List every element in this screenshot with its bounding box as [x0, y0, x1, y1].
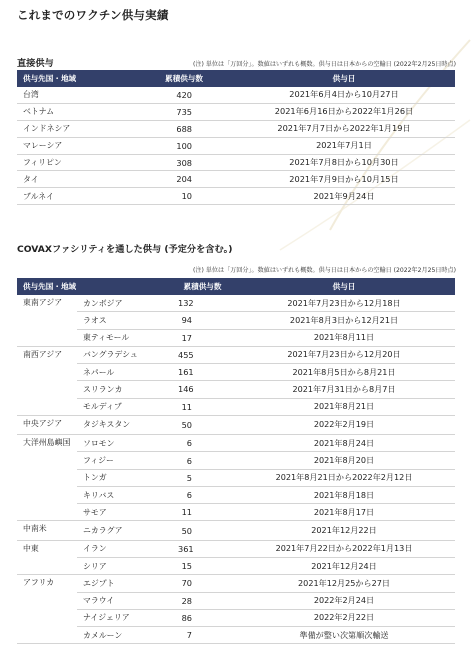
count-cell: 204 — [135, 171, 233, 188]
count-cell: 50 — [172, 521, 233, 540]
count-cell: 361 — [172, 540, 233, 557]
direct-table-body — [17, 87, 455, 205]
date-cell: 2022年2月24日 — [233, 592, 455, 609]
table-row — [17, 120, 455, 137]
date-cell: 2021年9月24日 — [233, 188, 455, 205]
date-cell: 2021年7月8日から10月30日 — [233, 154, 455, 171]
country-cell: カンボジア — [77, 295, 172, 312]
table-row — [17, 609, 455, 626]
country-cell: ニカラグア — [77, 521, 172, 540]
count-cell: 11 — [172, 398, 233, 415]
date-cell: 2021年8月18日 — [233, 486, 455, 503]
table-row — [17, 381, 455, 398]
table-row — [17, 312, 455, 329]
section-title-direct: 直接供与 — [17, 58, 54, 69]
country-cell: モルディブ — [77, 398, 172, 415]
section-note-direct: (注) 単位は「万回分」。数値はいずれも概数。供与日は日本からの空輸日 (2022年2月25日時点) — [193, 61, 456, 68]
date-cell: 2021年12月25から27日 — [233, 575, 455, 592]
count-cell: 28 — [172, 592, 233, 609]
count-cell: 146 — [172, 381, 233, 398]
date-cell: 2021年7月22日から2022年1月13日 — [233, 540, 455, 557]
table-header-row — [17, 278, 455, 295]
table-row — [17, 415, 455, 434]
date-cell: 2021年8月17日 — [233, 504, 455, 521]
country-cell: バングラデシュ — [77, 346, 172, 363]
count-cell: 6 — [172, 486, 233, 503]
region-cell: アフリカ — [17, 575, 77, 644]
count-cell: 420 — [135, 87, 233, 103]
country-cell: ナイジェリア — [77, 609, 172, 626]
country-cell: ソロモン — [77, 435, 172, 452]
country-cell: マレーシア — [17, 137, 135, 154]
date-cell: 2021年8月24日 — [233, 435, 455, 452]
country-cell: マラウイ — [77, 592, 172, 609]
header-country: 供与先国・地域 — [17, 70, 135, 87]
count-cell: 6 — [172, 452, 233, 469]
country-cell: エジプト — [77, 575, 172, 592]
table-row — [17, 592, 455, 609]
table-row — [17, 435, 455, 452]
covax-table-body — [17, 295, 455, 644]
country-cell: 東ティモール — [77, 329, 172, 346]
count-cell: 50 — [172, 415, 233, 434]
section-title-covax: COVAXファシリティを通した供与 (予定分を含む。) — [17, 244, 233, 255]
section-note-covax: (注) 単位は「万回分」。数値はいずれも概数。供与日は日本からの空輸日 (2022年2月25日時点) — [193, 267, 456, 274]
country-cell: サモア — [77, 504, 172, 521]
region-cell: 大洋州島嶼国 — [17, 435, 77, 521]
date-cell: 2021年8月11日 — [233, 329, 455, 346]
table-row — [17, 486, 455, 503]
table-row — [17, 87, 455, 103]
table-row — [17, 329, 455, 346]
direct-supply-table — [17, 70, 455, 205]
table-row — [17, 103, 455, 120]
header-count: 累積供与数 — [172, 278, 233, 295]
region-cell: 東南アジア — [17, 295, 77, 346]
date-cell: 2021年7月31日から8月7日 — [233, 381, 455, 398]
country-cell: タイ — [17, 171, 135, 188]
date-cell: 2022年2月22日 — [233, 609, 455, 626]
date-cell: 準備が整い次第順次輸送 — [233, 627, 455, 644]
country-cell: スリランカ — [77, 381, 172, 398]
header-date: 供与日 — [233, 278, 455, 295]
table-row — [17, 540, 455, 557]
count-cell: 161 — [172, 364, 233, 381]
count-cell: 70 — [172, 575, 233, 592]
count-cell: 688 — [135, 120, 233, 137]
count-cell: 100 — [135, 137, 233, 154]
date-cell: 2021年8月20日 — [233, 452, 455, 469]
country-cell: フィジー — [77, 452, 172, 469]
region-cell: 中南米 — [17, 521, 77, 540]
country-cell: 台湾 — [17, 87, 135, 103]
table-row — [17, 557, 455, 574]
header-date: 供与日 — [233, 70, 455, 87]
count-cell: 15 — [172, 557, 233, 574]
date-cell: 2022年2月19日 — [233, 415, 455, 434]
table-row — [17, 188, 455, 205]
country-cell: ベトナム — [17, 103, 135, 120]
count-cell: 86 — [172, 609, 233, 626]
table-row — [17, 346, 455, 363]
count-cell: 17 — [172, 329, 233, 346]
count-cell: 6 — [172, 435, 233, 452]
country-cell: トンガ — [77, 469, 172, 486]
count-cell: 10 — [135, 188, 233, 205]
country-cell: シリア — [77, 557, 172, 574]
table-row — [17, 364, 455, 381]
table-row — [17, 469, 455, 486]
date-cell: 2021年7月23日から12月20日 — [233, 346, 455, 363]
table-row — [17, 154, 455, 171]
date-cell: 2021年6月4日から10月27日 — [233, 87, 455, 103]
table-row — [17, 398, 455, 415]
date-cell: 2021年6月16日から2022年1月26日 — [233, 103, 455, 120]
table-row — [17, 295, 455, 312]
country-cell: キリバス — [77, 486, 172, 503]
table-row — [17, 452, 455, 469]
header-country: 供与先国・地域 — [17, 278, 172, 295]
table-row — [17, 504, 455, 521]
region-cell: 中東 — [17, 540, 77, 575]
date-cell: 2021年12月24日 — [233, 557, 455, 574]
date-cell: 2021年8月21日から2022年2月12日 — [233, 469, 455, 486]
count-cell: 308 — [135, 154, 233, 171]
table-row — [17, 521, 455, 540]
country-cell: ネパール — [77, 364, 172, 381]
table-row — [17, 137, 455, 154]
page-title: これまでのワクチン供与実績 — [17, 8, 169, 22]
country-cell: ラオス — [77, 312, 172, 329]
country-cell: フィリピン — [17, 154, 135, 171]
header-count: 累積供与数 — [135, 70, 233, 87]
count-cell: 11 — [172, 504, 233, 521]
region-cell: 中央アジア — [17, 415, 77, 434]
country-cell: イラン — [77, 540, 172, 557]
date-cell: 2021年8月5日から8月21日 — [233, 364, 455, 381]
date-cell: 2021年7月7日から2022年1月19日 — [233, 120, 455, 137]
date-cell: 2021年7月23日から12月18日 — [233, 295, 455, 312]
table-row — [17, 627, 455, 644]
country-cell: カメルーン — [77, 627, 172, 644]
covax-supply-table — [17, 278, 455, 644]
date-cell: 2021年7月9日から10月15日 — [233, 171, 455, 188]
count-cell: 132 — [172, 295, 233, 312]
country-cell: インドネシア — [17, 120, 135, 137]
count-cell: 735 — [135, 103, 233, 120]
region-cell: 南西アジア — [17, 346, 77, 415]
date-cell: 2021年8月21日 — [233, 398, 455, 415]
count-cell: 5 — [172, 469, 233, 486]
table-row — [17, 575, 455, 592]
count-cell: 7 — [172, 627, 233, 644]
country-cell: ブルネイ — [17, 188, 135, 205]
date-cell: 2021年12月22日 — [233, 521, 455, 540]
country-cell: タジキスタン — [77, 415, 172, 434]
table-header-row — [17, 70, 455, 87]
date-cell: 2021年8月3日から12月21日 — [233, 312, 455, 329]
date-cell: 2021年7月1日 — [233, 137, 455, 154]
count-cell: 94 — [172, 312, 233, 329]
table-row — [17, 171, 455, 188]
count-cell: 455 — [172, 346, 233, 363]
